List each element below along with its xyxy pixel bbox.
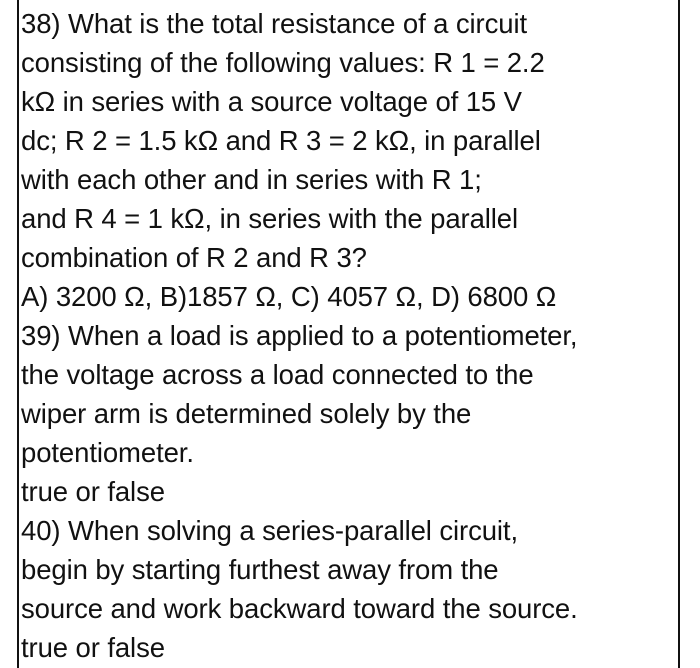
q38-line: 38) What is the total resistance of a circuit — [21, 8, 527, 39]
q40-line: 40) When solving a series-parallel circuit, — [21, 515, 519, 546]
q38-line: consisting of the following values: R 1 = 2.2 — [21, 47, 545, 78]
q39-line: 39) When a load is applied to a potentiometer, — [21, 320, 578, 351]
q40-answer-choice: true or false — [21, 632, 165, 663]
q38-options: A) 3200 Ω, B)1857 Ω, C) 4057 Ω, D) 6800 Ω — [21, 281, 557, 312]
q38-line: kΩ in series with a source voltage of 15 V — [21, 86, 522, 117]
q38-line: dc; R 2 = 1.5 kΩ and R 3 = 2 kΩ, in parallel — [21, 125, 541, 156]
q38-line: combination of R 2 and R 3? — [21, 242, 367, 273]
q39-answer-choice: true or false — [21, 476, 165, 507]
question-text — [21, 4, 681, 667]
q40-line: begin by starting furthest away from the — [21, 554, 499, 585]
q39-line: potentiometer. — [21, 437, 194, 468]
q38-line: and R 4 = 1 kΩ, in series with the parallel — [21, 203, 518, 234]
q40-line: source and work backward toward the source. — [21, 593, 578, 624]
q39-line: the voltage across a load connected to the — [21, 359, 534, 390]
q39-line: wiper arm is determined solely by the — [21, 398, 472, 429]
q38-line: with each other and in series with R 1; — [21, 164, 482, 195]
